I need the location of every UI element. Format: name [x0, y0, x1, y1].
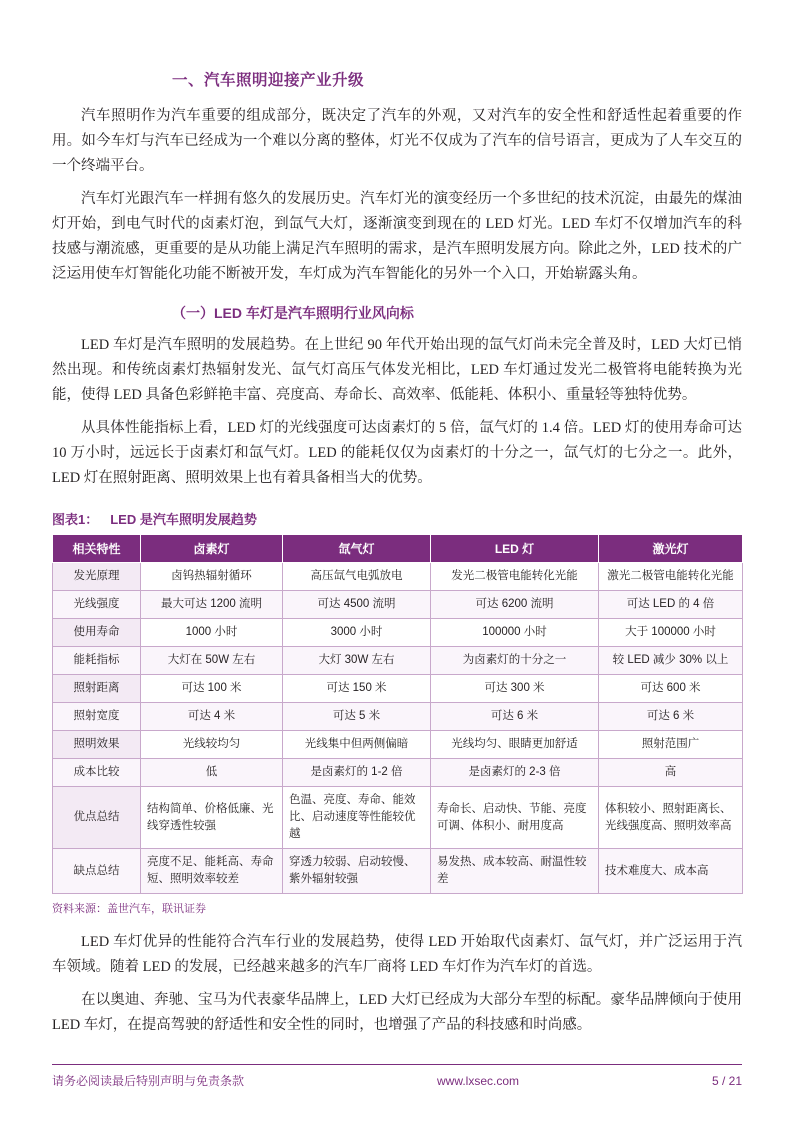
table-cell: 亮度不足、能耗高、寿命短、照明效率较差	[141, 849, 283, 894]
table-cell: 较 LED 减少 30% 以上	[599, 647, 743, 675]
table-cell: 可达 4 米	[141, 703, 283, 731]
table-cell: 1000 小时	[141, 619, 283, 647]
page-footer	[52, 1064, 742, 1089]
table-cell: 照射范围广	[599, 731, 743, 759]
column-header: 氙气灯	[283, 535, 431, 563]
table-cell: 为卤素灯的十分之一	[431, 647, 599, 675]
table-row	[53, 647, 743, 675]
figure-title-text: LED 是汽车照明发展趋势	[110, 512, 257, 527]
paragraph-5: LED 车灯优异的性能符合汽车行业的发展趋势，使得 LED 开始取代卤素灯、氙气灯，并广泛运用于汽车领域。随着 LED 的发展，已经越来越多的汽车厂商将 LED 车灯作为汽车灯的首选。	[52, 934, 742, 975]
table-cell: 可达 6200 流明	[431, 591, 599, 619]
table-cell: 光线均匀、眼睛更加舒适	[431, 731, 599, 759]
table-row	[53, 787, 743, 849]
column-header: LED 灯	[431, 535, 599, 563]
column-header: 卤素灯	[141, 535, 283, 563]
table-cell: 大于 100000 小时	[599, 619, 743, 647]
table-cell: 可达 150 米	[283, 675, 431, 703]
table-cell: 可达 300 米	[431, 675, 599, 703]
table-row	[53, 591, 743, 619]
table-cell: 可达 5 米	[283, 703, 431, 731]
paragraph-1: 汽车照明作为汽车重要的组成部分，既决定了汽车的外观，又对汽车的安全性和舒适性起着重要的作用。如今车灯与汽车已经成为一个难以分离的整体，灯光不仅成为了汽车的信号语言，更成为了人车交互的一个终端平台。	[52, 108, 742, 174]
table-cell: 穿透力较弱、启动较慢、紫外辐射较强	[283, 849, 431, 894]
paragraph-3: LED 车灯是汽车照明的发展趋势。在上世纪 90 年代开始出现的氙气灯尚未完全普及时，LED 大灯已悄然出现。和传统卤素灯热辐射发光、氙气灯高压气体发光相比，LED 车灯通过发光二极管将电能转换为光能，使得 LED 具备色彩鲜艳丰富、亮度高、寿命长、高效率、低能耗、体积小、重量轻等独特优势。	[52, 337, 742, 403]
paragraph-6: 在以奥迪、奔驰、宝马为代表豪华品牌上，LED 大灯已经成为大部分车型的标配。豪华品牌倾向于使用 LED 车灯，在提高驾驶的舒适性和安全性的同时，也增强了产品的科技感和时尚感。	[52, 992, 742, 1033]
row-header: 使用寿命	[53, 619, 141, 647]
row-header: 照射宽度	[53, 703, 141, 731]
footer-disclaimer: 请务必阅读最后特别声明与免责条款	[52, 1074, 245, 1088]
row-header: 缺点总结	[53, 849, 141, 894]
table-cell: 易发热、成本较高、耐温性较差	[431, 849, 599, 894]
table-cell: 最大可达 1200 流明	[141, 591, 283, 619]
table-cell: 体积较小、照射距离长、光线强度高、照明效率高	[599, 787, 743, 849]
row-header: 发光原理	[53, 563, 141, 591]
table-row	[53, 703, 743, 731]
paragraph-2: 汽车灯光跟汽车一样拥有悠久的发展历史。汽车灯光的演变经历一个多世纪的技术沉淀，由最先的煤油灯开始，到电气时代的卤素灯泡，到氙气大灯，逐渐演变到现在的 LED 灯光。LED 车灯不仅增加汽车的科技感与潮流感，更重要的是从功能上满足汽车照明的需求，是汽车照明发展方向。除此之外，LED 技术的广泛运用使车灯智能化功能不断被开发，车灯成为汽车智能化的另外一个入口，开始崭露头角。	[52, 191, 742, 282]
row-header: 照明效果	[53, 731, 141, 759]
row-header: 能耗指标	[53, 647, 141, 675]
paragraph-4: 从具体性能指标上看，LED 灯的光线强度可达卤素灯的 5 倍，氙气灯的 1.4 倍。LED 灯的使用寿命可达 10 万小时，远远长于卤素灯和氙气灯。LED 的能耗仅仅为卤素灯的十分之一，氙气灯的七分之一。此外，LED 灯在照射距离、照明效果上也有着具备相当大的优势。	[52, 420, 742, 486]
footer-page-number: 5 / 21	[711, 1073, 742, 1088]
subsection-heading: （一）LED 车灯是汽车照明行业风向标	[172, 305, 414, 321]
table-cell: 结构简单、价格低廉、光线穿透性较强	[141, 787, 283, 849]
table-cell: 光线较均匀	[141, 731, 283, 759]
table-header-row	[53, 535, 743, 563]
table-cell: 可达 100 米	[141, 675, 283, 703]
table-cell: 色温、亮度、寿命、能效比、启动速度等性能较优越	[283, 787, 431, 849]
row-header: 照射距离	[53, 675, 141, 703]
figure-source: 资料来源：盖世汽车，联讯证券	[52, 903, 206, 915]
table-cell: 高	[599, 759, 743, 787]
column-header: 激光灯	[599, 535, 743, 563]
page-content	[52, 68, 742, 1040]
table-cell: 可达 LED 的 4 倍	[599, 591, 743, 619]
table-row	[53, 759, 743, 787]
table-cell: 3000 小时	[283, 619, 431, 647]
table-cell: 发光二极管电能转化光能	[431, 563, 599, 591]
table-cell: 大灯 30W 左右	[283, 647, 431, 675]
figure-title	[52, 509, 742, 528]
table-cell: 100000 小时	[431, 619, 599, 647]
table-row	[53, 675, 743, 703]
table-cell: 可达 4500 流明	[283, 591, 431, 619]
row-header: 成本比较	[53, 759, 141, 787]
table-cell: 低	[141, 759, 283, 787]
table-row	[53, 849, 743, 894]
table-cell: 是卤素灯的 2-3 倍	[431, 759, 599, 787]
row-header: 优点总结	[53, 787, 141, 849]
table-cell: 技术难度大、成本高	[599, 849, 743, 894]
footer-website: www.lxsec.com	[436, 1073, 519, 1088]
table-cell: 大灯在 50W 左右	[141, 647, 283, 675]
table-cell: 卤钨热辐射循环	[141, 563, 283, 591]
table-row	[53, 731, 743, 759]
table-cell: 可达 6 米	[431, 703, 599, 731]
table-cell: 高压氙气电弧放电	[283, 563, 431, 591]
table-cell: 可达 600 米	[599, 675, 743, 703]
figure-label: 图表1：	[52, 512, 99, 527]
table-cell: 激光二极管电能转化光能	[599, 563, 743, 591]
table-cell: 光线集中但两侧偏暗	[283, 731, 431, 759]
table-cell: 可达 6 米	[599, 703, 743, 731]
table-row	[53, 563, 743, 591]
column-header: 相关特性	[53, 535, 141, 563]
table-cell: 寿命长、启动快、节能、亮度可调、体积小、耐用度高	[431, 787, 599, 849]
led-comparison-table	[52, 534, 743, 894]
table-row	[53, 619, 743, 647]
table-cell: 是卤素灯的 1-2 倍	[283, 759, 431, 787]
row-header: 光线强度	[53, 591, 141, 619]
section-heading: 一、汽车照明迎接产业升级	[172, 72, 365, 89]
